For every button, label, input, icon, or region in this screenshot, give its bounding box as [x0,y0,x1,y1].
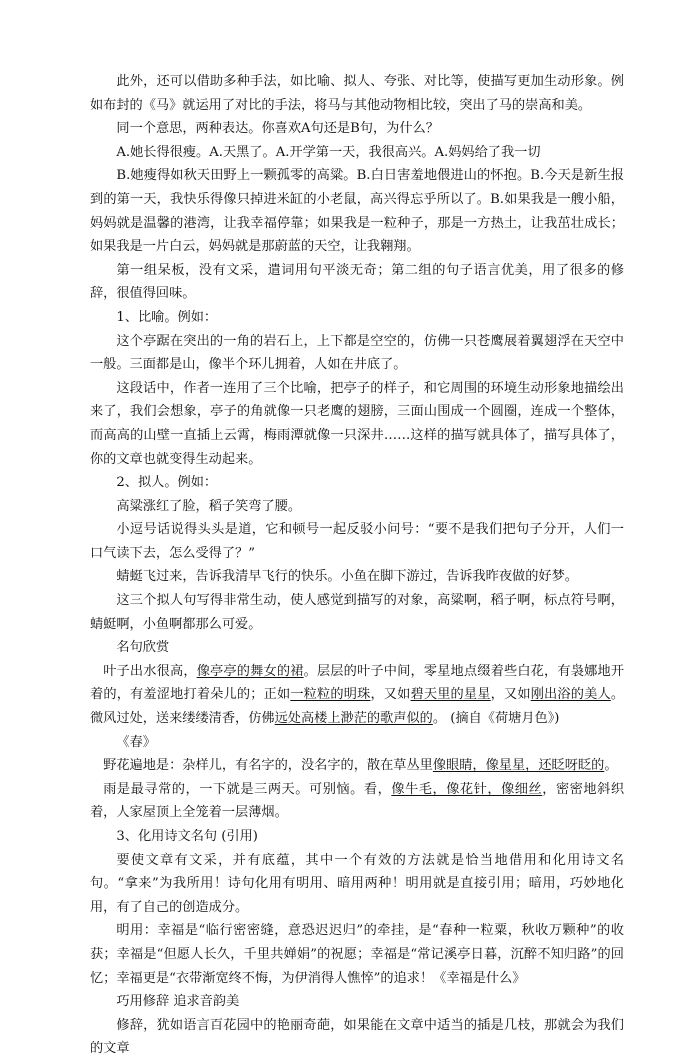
paragraph: 此外，还可以借助多种手法，如比喻、拟人、夸张、对比等，使描写更加生动形象。例如布封的《马》就运用了对比的手法，将马与其他动物相比较，突出了马的崇高和美。 [90,74,624,113]
paragraph: 明用：幸福是“临行密密缝，意恐迟迟归”的牵挂，是“春种一粒粟，秋收万颗种”的收获；幸福是“但愿人长久，千里共婵娟”的祝愿；幸福是“常记溪亭日暮，沉醉不知归路”的回忆；幸福更是“衣带渐宽终不悔，为伊消得人憔悴”的追求！《幸福是什么》 [90,923,624,986]
paragraph: 这三个拟人句写得非常生动，使人感觉到描写的对象，高粱啊，稻子啊，标点符号啊，蜻蜓啊，小鱼啊都那么可爱。 [90,593,624,632]
underlined-phrase: 刚出浴的美人 [530,687,611,703]
underlined-phrase: 远处高楼上渺茫的歌声似的 [274,711,433,727]
text-run: 。微风过处，送来缕缕清香，仿佛 [90,687,624,727]
paragraph: 第一组呆板，没有文采，遣词用句平淡无奇；第二组的句子语言优美，用了很多的修辞，很值得回味。 [90,262,624,302]
example-text: 这个亭踞在突出的一角的岩石上，上下都是空空的，仿佛一只苍鹰展着翼翅浮在天空中一般。三面都是山，像半个环儿拥着，人如在井底了。 [90,333,624,373]
quote-paragraph [90,754,624,778]
underlined-phrase: 一粒粒的明珠 [290,687,371,703]
paragraph: A.她长得很瘦。A.天黑了。A.开学第一天，我很高兴。A.妈妈给了我一切 [116,144,541,160]
paragraph: B.她瘦得如秋天田野上一颗孤零的高粱。B.白日害羞地偎进山的怀抱。B.今天是新生报到的第一天，我快乐得像只掉进米缸的小老鼠，高兴得忘乎所以了。B.如果我是一艘小船，妈妈就是温馨的港湾，让我幸福停靠；如果我是一粒种子，那是一方热土，让我茁壮成长；如果我是一片白云，妈妈就是那蔚蓝的天空，让我翱翔。 [90,168,624,255]
example-text: 小逗号话说得头头是道，它和顿号一起反驳小问号：“要不是我们把句子分开，人们一口气读下去，怎么受得了？” [90,522,624,561]
paragraph: 修辞，犹如语言百花园中的艳丽奇葩，如果能在文章中适当的插是几枝，那就会为我们的文章 [90,1017,624,1057]
underlined-phrase: 像眼睛，像星星，还眨呀眨的 [432,758,605,774]
text-run: 雨是最寻常的，一下就是三两天。可别恼。看， [103,781,392,797]
text-run: 。 [604,758,618,774]
text-run: ，又如 [370,687,411,703]
section-heading: 2、拟人。例如： [116,475,218,491]
text-run: 。 (摘自《荷塘月色》) [432,711,560,727]
underlined-phrase: 像亭亭的舞女的裙 [196,663,304,679]
quote-paragraph [90,660,624,731]
text-run: ，又如 [490,687,531,703]
text-run: ，密密地斜织着，人家屋顶上全笼着一层薄烟。 [90,781,625,821]
section-heading: 巧用修辞 追求音韵美 [116,994,240,1010]
text-run: 。层层的叶子中间，零星地点缀着些白花，有袅娜地开着的，有羞涩地打着朵儿的；正如 [90,663,625,703]
document-page [90,70,624,1061]
underlined-phrase: 碧天里的星星 [410,687,491,703]
text-run: 叶子出水很高， [103,663,197,679]
quote-paragraph [90,778,624,825]
paragraph: 同一个意思，两种表达。你喜欢A句还是B句，为什么？ [116,121,439,137]
paragraph: 这段话中，作者一连用了三个比喻，把亭子的样子，和它周围的环境生动形象地描绘出来了，我们会想象，亭子的角就像一只老鹰的翅膀，三面山围成一个圆圈，连成一个整体，而高高的山壁一直插上云霄，梅雨潭就像一只深井……这样的描写就具体了，描写具体了，你的文章也就变得生动起来。 [90,380,624,467]
text-run: 野花遍地是：杂样儿，有名字的，没名字的，散在草丛里 [103,758,433,774]
section-heading: 名句欣赏 [116,640,170,656]
example-text: 蜻蜓飞过来，告诉我清早飞行的快乐。小鱼在脚下游过，告诉我昨夜做的好梦。 [116,569,578,585]
section-heading: 1、比喻。例如： [116,309,218,325]
source-title: 《春》 [116,734,156,750]
paragraph: 要使文章有文采，并有底蕴，其中一个有效的方法就是恰当地借用和化用诗文名句。“拿来”为我所用！诗句化用有明用、暗用两种！明用就是直接引用；暗用，巧妙地化用，有了自己的创造成分。 [90,852,624,915]
example-text: 高粱涨红了脸，稻子笑弯了腰。 [116,498,302,514]
underlined-phrase: 像牛毛，像花针，像细丝 [391,781,543,797]
section-heading: 3、化用诗文名句 (引用) [116,829,258,844]
